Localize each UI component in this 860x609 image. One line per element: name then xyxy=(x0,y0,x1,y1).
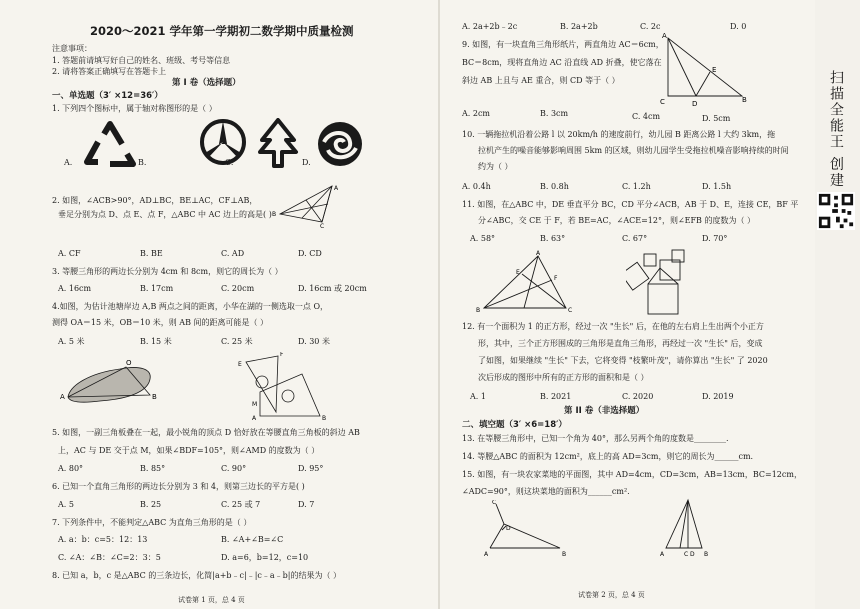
section-2-heading: 二、填空题（3′ ×6=18′） xyxy=(462,420,567,430)
q3-option-a: A. 16cm xyxy=(58,284,92,293)
q2-option-a: A. CF xyxy=(58,249,81,258)
q12-option-a: A. 1 xyxy=(470,392,486,401)
svg-text:B: B xyxy=(562,551,567,558)
q12-option-d: D. 2019 xyxy=(702,392,734,401)
question-10-line-1: 10. 一辆拖拉机沿着公路 l 以 20km/h 的速度前行，幼儿园 B 距离公路 l 大约 3km，拖 xyxy=(462,130,776,139)
q6-option-c: C. 25 或 7 xyxy=(221,500,261,509)
swirl-circle-icon xyxy=(318,122,362,166)
question-10-line-2: 拉机产生的噪音能够影响周围 5km 的区域，则幼儿园学生受拖拉机噪音影响持续的时间 xyxy=(478,146,789,155)
svg-text:E: E xyxy=(516,269,520,276)
svg-text:A: A xyxy=(484,551,489,558)
svg-text:A: A xyxy=(334,185,339,192)
q4-option-b: B. 15 米 xyxy=(140,337,172,346)
question-10-line-3: 约为（ ） xyxy=(478,162,513,171)
q5-option-a: A. 80° xyxy=(58,464,84,473)
q12-growing-squares-figure xyxy=(626,248,700,318)
q8-option-d: D. 0 xyxy=(730,22,747,31)
svg-text:C: C xyxy=(660,98,665,106)
q15-right-triangle-figure xyxy=(660,496,720,560)
svg-text:M: M xyxy=(252,401,258,408)
question-8: 8. 已知 a，b，c 是△ABC 的三条边长，化简|a+b﹣c|﹣|c﹣a﹣b|的结果为（ ） xyxy=(52,571,342,580)
svg-text:D: D xyxy=(690,551,695,558)
q9-option-c: C. 4cm xyxy=(632,112,661,121)
svg-text:D: D xyxy=(692,100,698,108)
question-15-line-2: ∠ADC=90°，则这块菜地的面积为______cm². xyxy=(462,487,630,496)
recycle-icon xyxy=(87,124,133,164)
q6-option-d: D. 7 xyxy=(298,500,315,509)
q9-fold-figure xyxy=(648,30,748,108)
question-15-line-1: 15. 如图，有一块农家菜地的平面图，其中 AD=4cm，CD=3cm，AB=13cm，BC=12cm， xyxy=(462,470,802,479)
svg-text:C: C xyxy=(492,500,497,506)
q8-option-b: B. 2a+2b xyxy=(560,22,598,31)
q2-option-d: D. CD xyxy=(298,249,322,258)
question-12-line-3: 了如图，如果继续 "生长" 下去，它将变得 "枝繁叶茂"，请你算出 "生长" 了 2020 xyxy=(478,356,768,365)
q4-option-d: D. 30 米 xyxy=(298,337,330,346)
q1-option-c: C. xyxy=(225,158,234,167)
page-2 xyxy=(440,0,815,609)
q7-option-c: C. ∠A：∠B：∠C=2：3：5 xyxy=(58,553,161,562)
q10-option-a: A. 0.4h xyxy=(462,182,491,191)
page-2-footer: 试卷第 2 页，总 4 页 xyxy=(578,591,645,599)
question-4-line-2: 测得 OA＝15 米，OB＝10 米，则 AB 间的距离可能是（ ） xyxy=(52,318,269,327)
notice-heading: 注意事项： xyxy=(52,44,92,53)
q1-option-a: A. xyxy=(64,158,73,167)
volume-1-heading: 第 I 卷（选择题） xyxy=(172,78,241,88)
svg-text:E: E xyxy=(712,66,717,74)
q5-option-c: C. 90° xyxy=(221,464,247,473)
svg-text:C: C xyxy=(320,223,325,228)
q15-field-figure xyxy=(482,500,592,560)
svg-text:F: F xyxy=(554,275,558,282)
q12-option-b: B. 2021 xyxy=(540,392,572,401)
q11-triangle-figure xyxy=(476,250,576,316)
notice-item-1: 1. 答题前请填写好自己的姓名、班级、考号等信息 xyxy=(52,56,231,65)
exam-title: 2020～2021 学年第一学期初二数学期中质量检测 xyxy=(90,24,354,38)
q11-option-a: A. 58° xyxy=(470,234,496,243)
question-12-line-1: 12. 有一个面积为 1 的正方形，经过一次 "生长" 后，在他的左右肩上生出两个小正方 xyxy=(462,322,764,331)
q2-triangle-figure xyxy=(272,184,340,228)
q3-option-b: B. 17cm xyxy=(140,284,174,293)
question-9-line-2: BC＝8cm，现将直角边 AC 沿直线 AD 折叠，使它落在 xyxy=(462,58,662,67)
question-9-line-3: 斜边 AB 上且与 AE 重合，则 CD 等于（ ） xyxy=(462,76,620,85)
question-2-line-2: 垂足分别为点 D、点 E、点 F，△ABC 中 AC 边上的高是( ) xyxy=(58,210,272,219)
question-12-line-2: 形，其中，三个正方形围成的三角形是直角三角形，再经过一次 "生长" 后，变成 xyxy=(478,339,763,348)
q6-option-b: B. 25 xyxy=(140,500,162,509)
question-1: 1. 下列四个图标中，属于轴对称图形的是（ ） xyxy=(52,104,217,113)
q12-option-c: C. 2020 xyxy=(622,392,654,401)
svg-text:A: A xyxy=(662,32,667,40)
qr-code-icon xyxy=(817,192,855,230)
svg-text:C: C xyxy=(568,307,573,314)
question-6: 6. 已知一个直角三角形的两边长分别为 3 和 4，则第三边长的平方是( ) xyxy=(52,482,305,491)
q10-option-c: C. 1.2h xyxy=(622,182,651,191)
svg-text:B: B xyxy=(152,393,157,401)
q1-option-b: B. xyxy=(138,158,147,167)
svg-text:C: C xyxy=(684,551,689,558)
q9-option-d: D. 5cm xyxy=(702,114,731,123)
question-11-line-2: 分∠ABC，交 CE 于 F，若 BE=AC，∠ACE=12°，则∠EFB 的度数为（ ） xyxy=(478,216,756,225)
svg-text:A: A xyxy=(536,250,541,257)
q10-option-b: B. 0.8h xyxy=(540,182,569,191)
question-2-line-1: 2. 如图，∠ACB>90°，AD⊥BC，BE⊥AC，CF⊥AB， xyxy=(52,196,258,205)
svg-text:B: B xyxy=(322,415,327,422)
q5-set-square-figure xyxy=(232,352,328,426)
q10-option-d: D. 1.5h xyxy=(702,182,732,191)
question-12-line-4: 次后形成的图形中所有的正方形的面积和是（ ） xyxy=(478,373,649,382)
q3-option-d: D. 16cm 或 20cm xyxy=(298,284,367,293)
section-1-heading: 一、单选题（3′ ×12=36′） xyxy=(52,91,163,101)
question-5-line-2: 上，AC 与 DE 交于点 M，如果∠BDF=105°，则∠AMD 的度数为（ ） xyxy=(58,446,320,455)
q9-option-a: A. 2cm xyxy=(462,109,491,118)
q11-option-c: C. 67° xyxy=(622,234,648,243)
q11-option-d: D. 70° xyxy=(702,234,728,243)
question-7: 7. 下列条件中，不能判定△ABC 为直角三角形的是（ ） xyxy=(52,518,252,527)
svg-text:E: E xyxy=(238,361,242,368)
q1-option-d: D. xyxy=(302,158,311,167)
q2-option-b: B. BE xyxy=(140,249,163,258)
question-11-line-1: 11. 如图，在△ABC 中，DE 垂直平分 BC，CD 平分∠ACB，AB 于 D、E，连接 CE，BF 平 xyxy=(462,200,799,209)
svg-text:F: F xyxy=(280,352,284,358)
q4-option-c: C. 25 米 xyxy=(221,337,253,346)
q4-option-a: A. 5 米 xyxy=(58,337,85,346)
q7-option-b: B. ∠A+∠B=∠C xyxy=(221,535,284,544)
page-1-footer: 试卷第 1 页，总 4 页 xyxy=(178,596,245,604)
q2-option-c: C. AD xyxy=(221,249,245,258)
svg-text:B: B xyxy=(272,211,277,218)
question-14: 14. 等腰△ABC 的面积为 12cm²，底上的高 AD=3cm，则它的周长为______cm. xyxy=(462,452,754,461)
q5-option-d: D. 95° xyxy=(298,464,324,473)
q8-option-c: C. 2c xyxy=(640,22,661,31)
q6-option-a: A. 5 xyxy=(58,500,74,509)
tree-arrow-icon xyxy=(260,120,296,166)
question-4-line-1: 4.如图，为估计池塘岸边 A,B 两点之间的距离，小华在湖的一侧选取一点 O， xyxy=(52,302,329,311)
svg-text:B: B xyxy=(476,307,481,314)
mercedes-icon xyxy=(202,121,244,163)
q3-option-c: C. 20cm xyxy=(221,284,255,293)
notice-item-2: 2. 请将答案正确填写在答题卡上 xyxy=(52,67,167,76)
q7-option-d: D. a=6，b=12，c=10 xyxy=(221,553,309,562)
svg-text:B: B xyxy=(704,551,709,558)
question-13: 13. 在等腰三角形中，已知一个角为 40°，那么另两个角的度数是________. xyxy=(462,434,729,443)
svg-text:A: A xyxy=(660,551,665,558)
q4-pond-figure xyxy=(60,355,160,413)
svg-text:D: D xyxy=(506,525,511,532)
q7-option-a: A. a：b：c=5：12：13 xyxy=(58,535,148,544)
q5-option-b: B. 85° xyxy=(140,464,166,473)
svg-text:A: A xyxy=(252,415,257,422)
q9-option-b: B. 3cm xyxy=(540,109,569,118)
question-9-line-1: 9. 如图，有一块直角三角形纸片，两直角边 AC＝6cm， xyxy=(462,40,664,49)
q8-option-a: A. 2a+2b﹣2c xyxy=(462,22,518,31)
svg-text:A: A xyxy=(60,393,65,401)
scanner-watermark-text: 扫描全能王 创建 xyxy=(828,70,844,189)
volume-2-heading: 第 II 卷（非选择题） xyxy=(564,406,645,416)
q11-option-b: B. 63° xyxy=(540,234,566,243)
svg-text:B: B xyxy=(742,96,747,104)
question-5-line-1: 5. 如图，一副三角板叠在一起，最小锐角的顶点 D 恰好放在等腰直角三角板的斜边 AB xyxy=(52,428,360,437)
svg-text:O: O xyxy=(126,359,132,367)
question-3: 3. 等腰三角形的两边长分别为 4cm 和 8cm，则它的周长为（ ） xyxy=(52,267,283,276)
